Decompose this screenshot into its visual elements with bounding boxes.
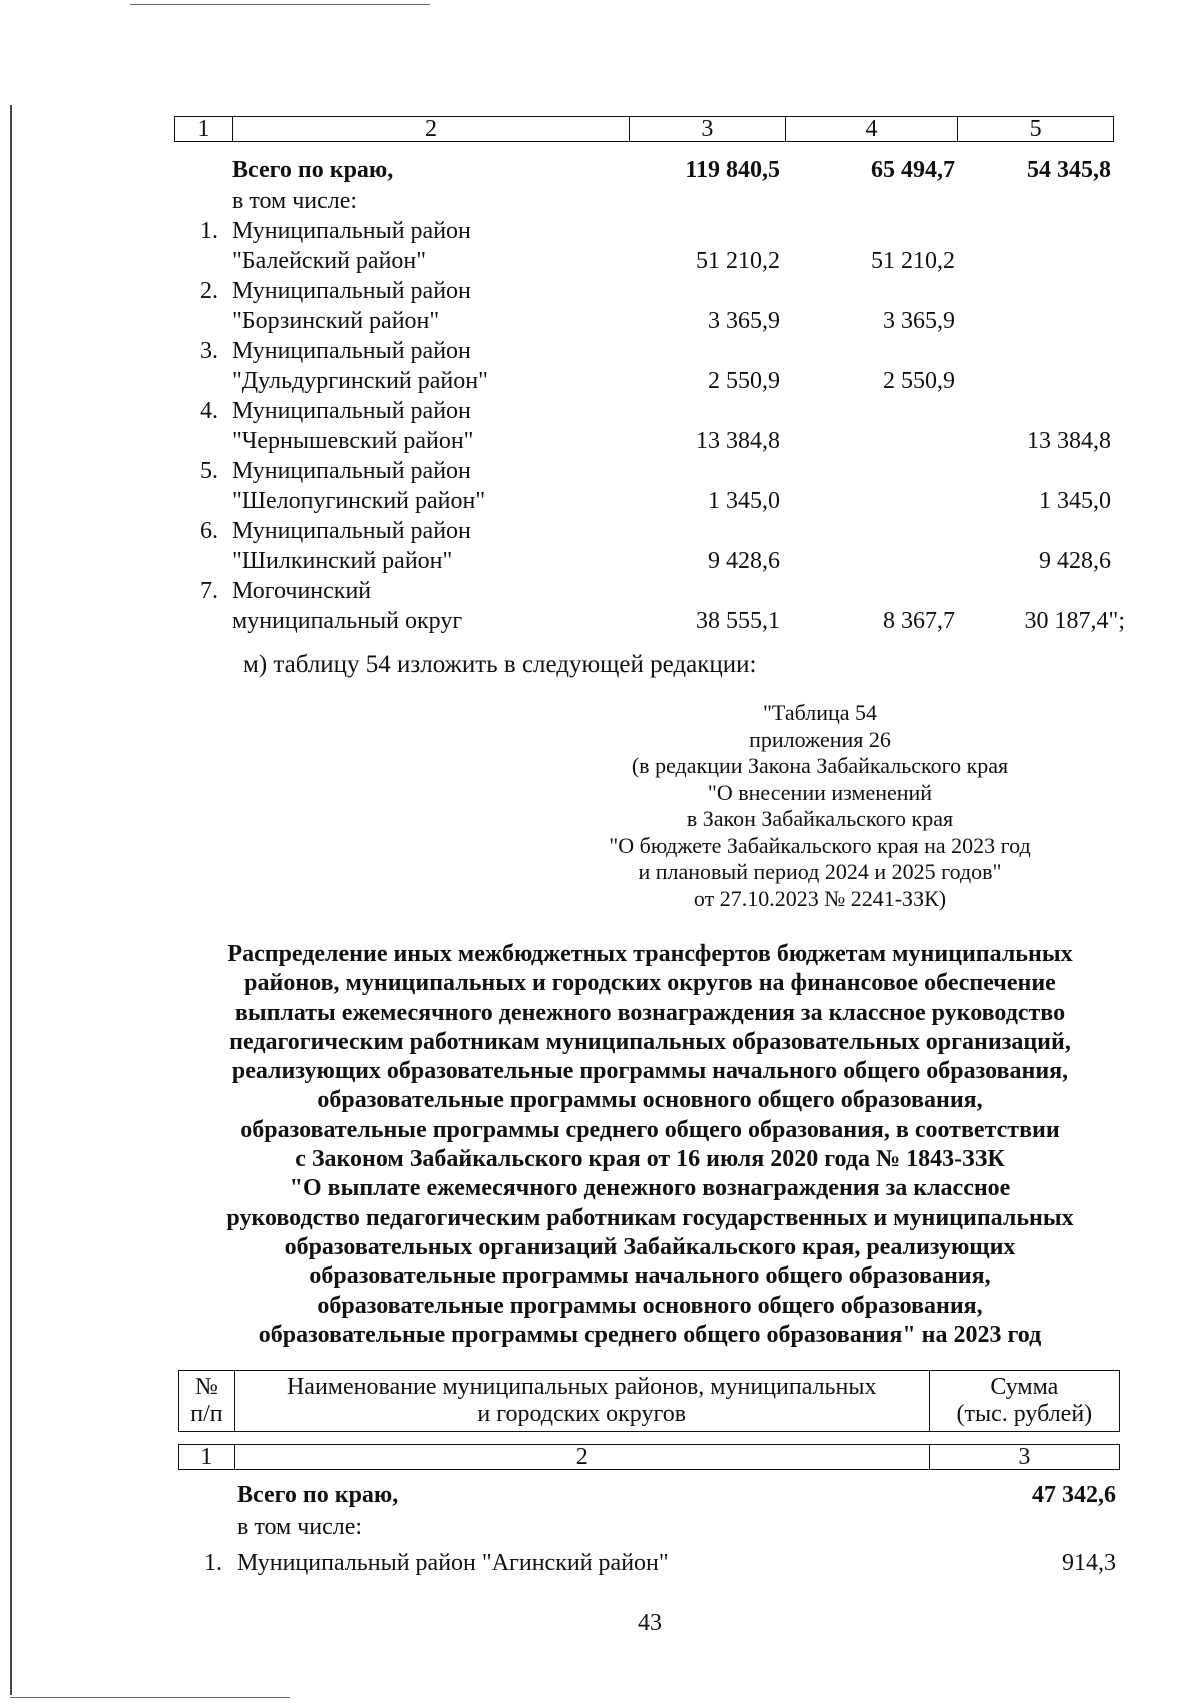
row-c3: 1 345,0 [708,488,780,514]
row-name-line2: "Балейский район" [232,248,427,274]
note-line: от 27.10.2023 № 2241-ЗЗК) [693,885,947,911]
row-name-line1: Муниципальный район [232,458,471,484]
table2-header-name [234,1371,929,1432]
row-name-line2: "Чернышевский район" [232,428,474,454]
header-text: № [194,1374,218,1400]
table2-column-numbers [178,1444,1120,1470]
row-name-line1: Муниципальный район [232,398,471,424]
table1-column-numbers [174,116,1114,142]
row-name-line2: муниципальный округ [232,608,463,634]
title-line: с Законом Забайкальского края от 16 июля 2020 года № 1843-ЗЗК [295,1146,1005,1173]
table2-header [178,1370,1120,1432]
row-name: Муниципальный район "Агинский район" [237,1550,669,1576]
title-line: Распределение иных межбюджетных трансфертов бюджетам муниципальных [227,941,1073,967]
row-c3: 13 384,8 [696,428,780,454]
document-title [175,940,1125,1350]
page-number: 43 [638,1610,662,1636]
table2-header-sum [929,1371,1119,1432]
row-number: 4. [200,398,218,424]
instruction-text: м) таблицу 54 изложить в следующей редакции: [243,651,757,678]
note-line: "О бюджете Забайкальского края на 2023 год [609,832,1031,858]
row-c3: 2 550,9 [708,368,780,394]
header-text: (тыс. рублей) [956,1401,1093,1427]
row-number: 3. [200,338,218,364]
title-line: педагогическим работникам муниципальных образовательных организаций, [229,1028,1071,1055]
row-c4: 8 367,7 [883,608,955,634]
title-line: реализующих образовательные программы начального общего образования, [231,1058,1069,1085]
title-line: образовательные программы основного общего образования, [317,1087,983,1114]
note-line: и плановый период 2024 и 2025 годов" [638,859,1002,884]
scan-edge-left [10,105,12,1695]
row-number: 1. [200,218,218,244]
row-c3: 3 365,9 [708,308,780,334]
title-line: образовательные программы основного общего образования, [317,1292,983,1319]
row-name-line1: Муниципальный район [232,338,471,364]
note-line: "Таблица 54 [762,700,878,725]
table1-col-3: 3 [630,117,786,142]
row-c4: 2 550,9 [883,368,955,394]
table1-col-2: 2 [232,117,629,142]
row-name-line2: "Дульдургинский район" [232,368,488,394]
table2-total-label: Всего по краю, [237,1482,399,1508]
row-name-line1: Муниципальный район [232,218,471,244]
title-line: образовательные программы среднего общего образования" на 2023 год [258,1321,1042,1348]
scan-edge-bottom [10,1697,290,1698]
row-c3: 38 555,1 [696,608,780,634]
header-text: и городских округов [477,1401,687,1427]
note-line: в Закон Забайкальского края [686,806,954,831]
table2-col-3: 3 [929,1445,1119,1470]
note-line: (в редакции Закона Забайкальского края [631,753,1009,778]
row-number: 7. [200,578,218,604]
table1-total-label: Всего по краю, [232,157,394,183]
table1-subtotal-label: в том числе: [232,188,358,214]
row-number: 5. [200,458,218,484]
title-line: "О выплате ежемесячного денежного вознаграждения за классное [289,1175,1011,1202]
title-line: выплаты ежемесячного денежного вознаграждения за классное руководство [234,999,1066,1026]
row-number: 1. [204,1550,222,1576]
row-number: 2. [200,278,218,304]
row-number: 6. [200,518,218,544]
row-c5: 9 428,6 [1039,548,1111,574]
row-c3: 9 428,6 [708,548,780,574]
title-line: образовательных организаций Забайкальского края, реализующих [284,1233,1016,1260]
title-line: образовательные программы среднего общего образования, в соответствии [240,1116,1060,1143]
row-c4: 3 365,9 [883,308,955,334]
note-line: "О внесении изменений [707,779,933,805]
header-text: п/п [190,1401,223,1427]
row-c5: 13 384,8 [1027,428,1111,454]
row-name-line1: Могочинский [232,578,372,604]
table1-col-5: 5 [958,117,1114,142]
table1-total-c5: 54 345,8 [1027,157,1111,183]
table2-total-value: 47 342,6 [1032,1482,1116,1508]
table1-total-c3: 119 840,5 [685,157,780,183]
table1-total-c4: 65 494,7 [871,157,955,183]
row-c5: 1 345,0 [1039,488,1111,514]
row-value: 914,3 [1062,1550,1116,1576]
row-name-line2: "Борзинский район" [232,308,440,334]
table-note [560,700,1080,912]
table1-col-1: 1 [175,117,233,142]
table2-col-1: 1 [179,1445,235,1470]
header-text: Наименование муниципальных районов, муниципальных [286,1374,877,1400]
table2-col-2: 2 [234,1445,929,1470]
note-line: приложения 26 [749,726,891,752]
table2-header-num [179,1371,235,1432]
title-line: образовательные программы начального общего образования, [309,1263,991,1290]
scan-edge-top [130,4,430,5]
title-line: руководство педагогическим работникам государственных и муниципальных [226,1204,1074,1231]
header-text: Сумма [990,1374,1059,1400]
row-c3: 51 210,2 [696,248,780,274]
table1-col-4: 4 [785,117,958,142]
row-name-line2: "Шилкинский район" [232,548,453,574]
row-c4: 51 210,2 [871,248,955,274]
row-name-line1: Муниципальный район [232,518,471,544]
row-c5: 30 187,4"; [1024,608,1125,634]
title-line: районов, муниципальных и городских округов на финансовое обеспечение [244,970,1056,997]
table2-subtotal-label: в том числе: [237,1514,363,1540]
row-name-line2: "Шелопугинский район" [232,488,486,514]
row-name-line1: Муниципальный район [232,278,471,304]
